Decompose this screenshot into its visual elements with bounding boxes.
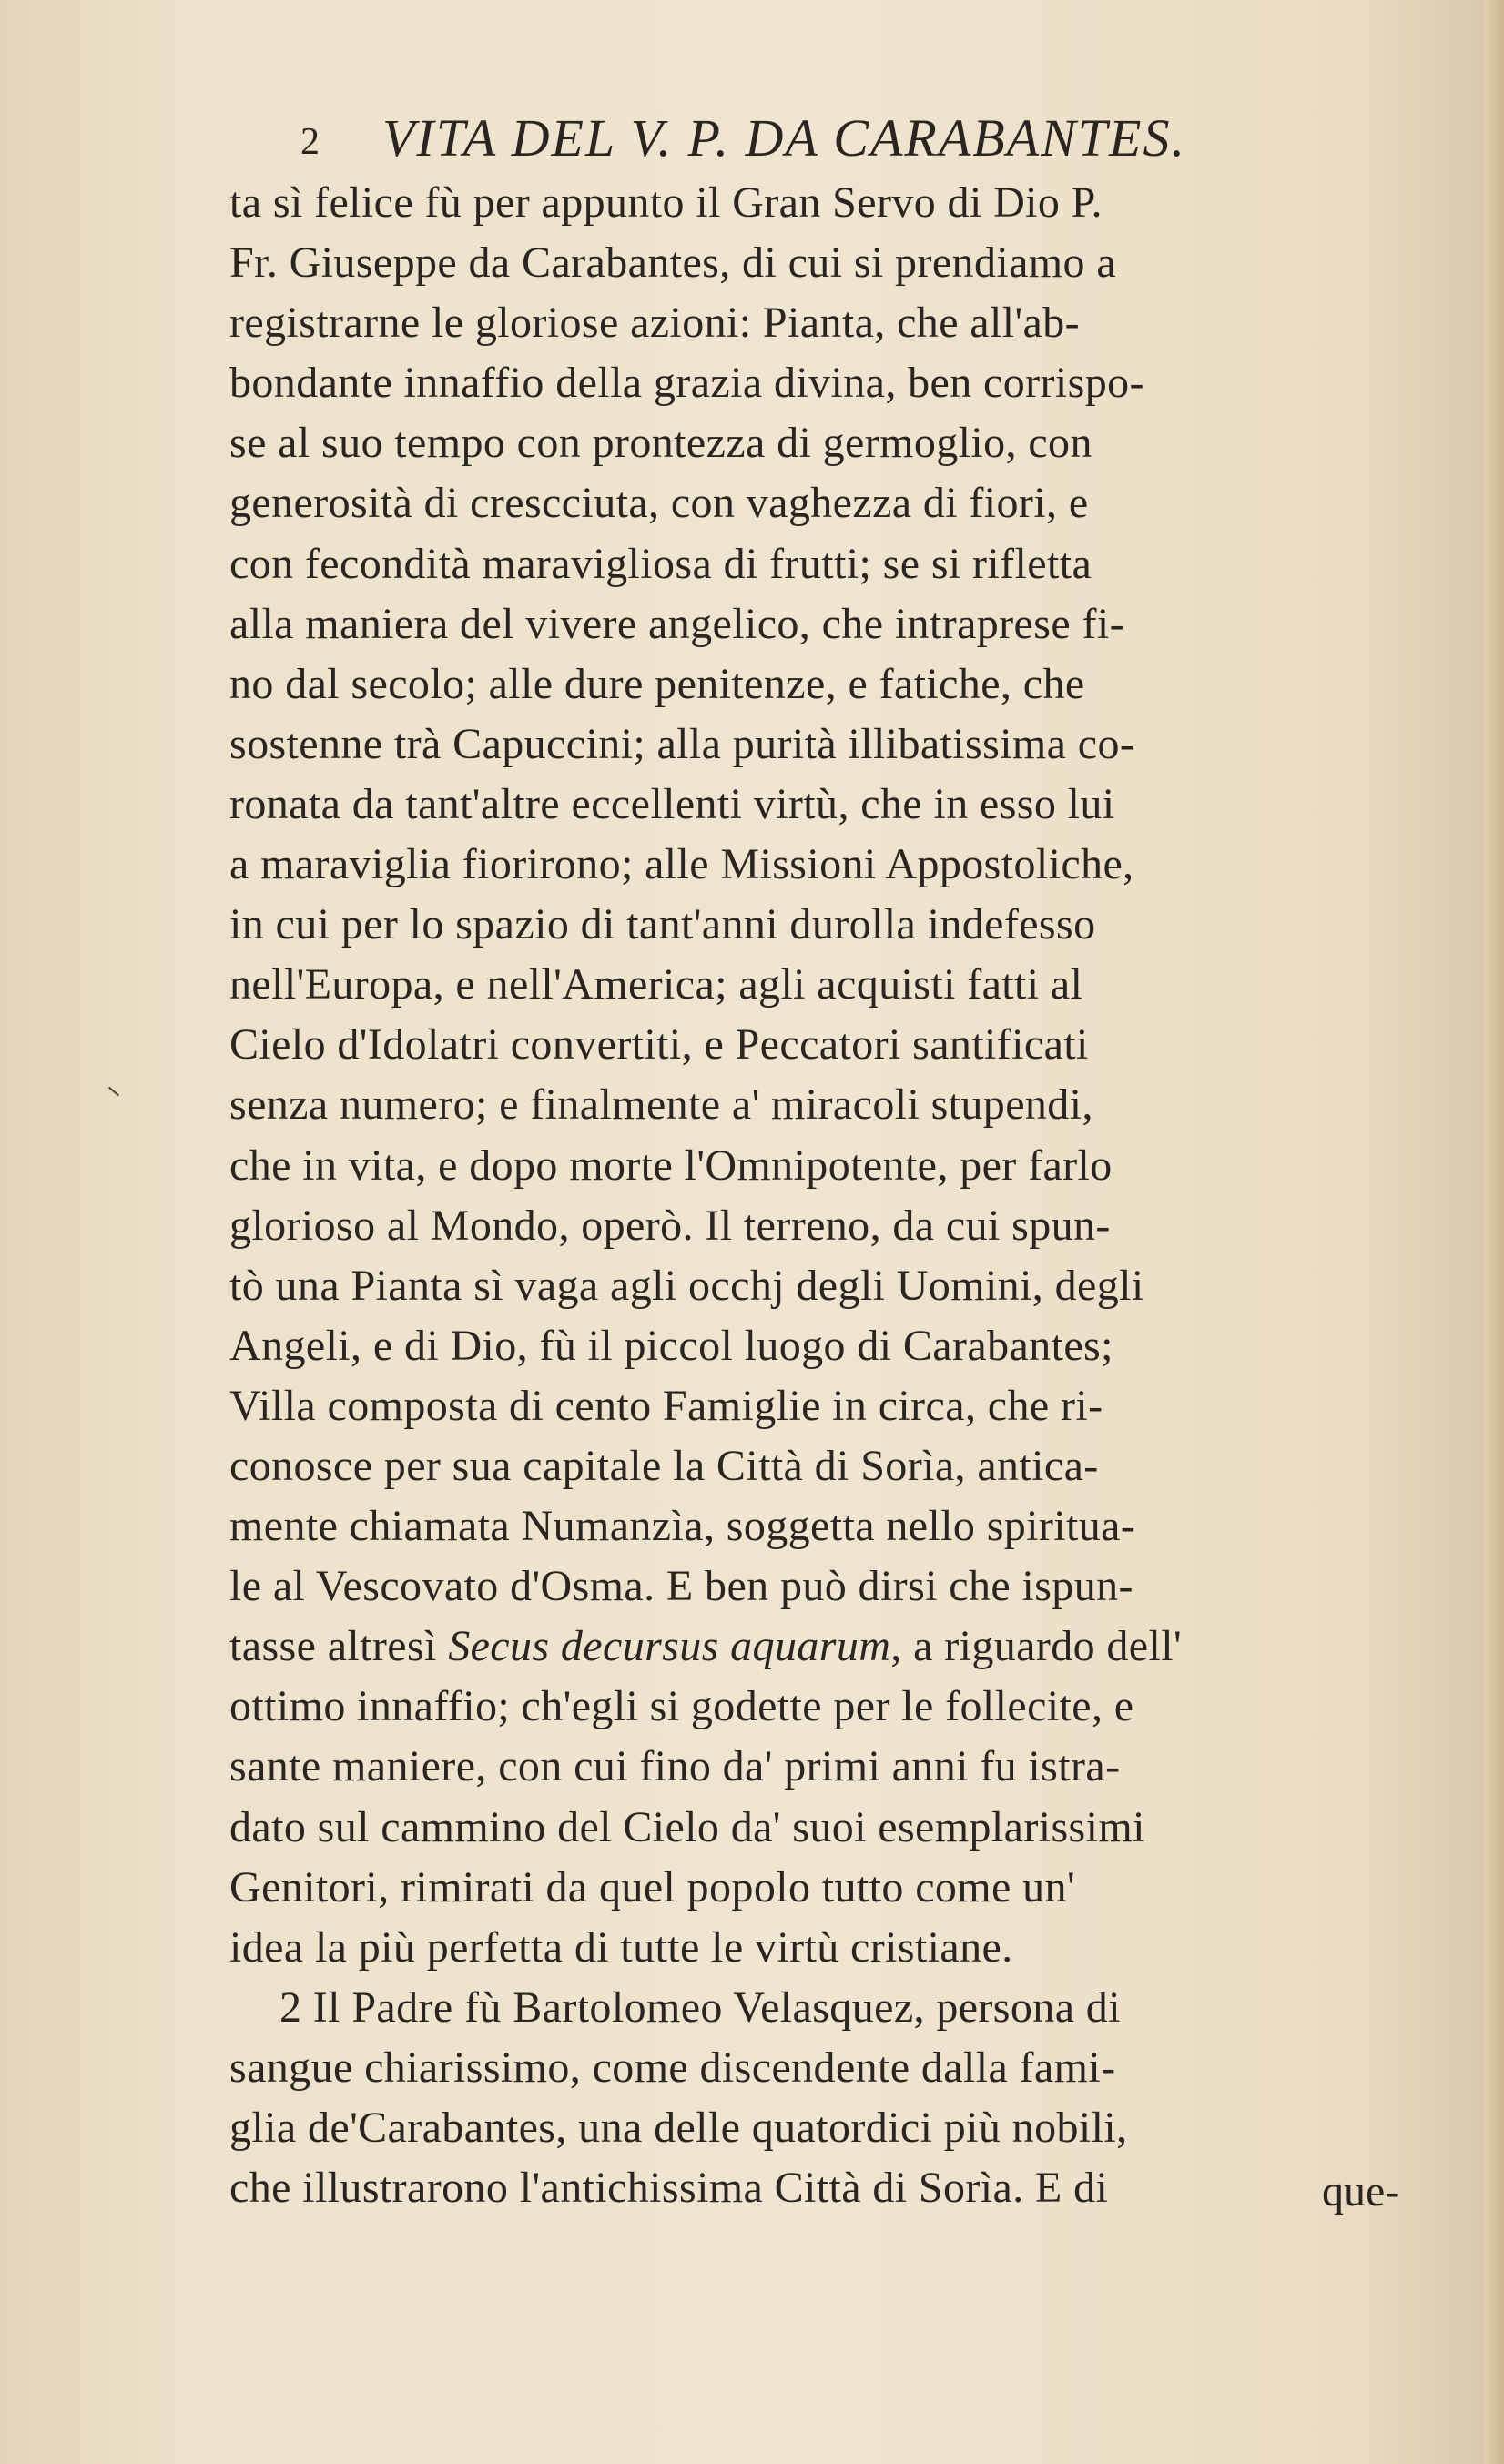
- text-line: alla maniera del vivere angelico, che intraprese fi-: [229, 599, 1124, 648]
- text-line: bondante innaffio della grazia divina, ben corrispo-: [229, 359, 1144, 408]
- text-line: ronata da tant'altre eccellenti virtù, che in esso lui: [229, 779, 1115, 828]
- paragraph-start-line: 2 Il Padre fù Bartolomeo Velasquez, persona di: [279, 1982, 1121, 2032]
- text-line: Cielo d'Idolatri convertiti, e Peccatori santificati: [229, 1020, 1089, 1070]
- text-line: Angeli, e di Dio, fù il piccol luogo di Carabantes;: [229, 1321, 1113, 1370]
- text-line: nell'Europa, e nell'America; agli acquisti fatti al: [229, 960, 1083, 1009]
- text-line: glia de'Carabantes, una delle quatordici più nobili,: [229, 2104, 1128, 2152]
- text-line: sostenne trà Capuccini; alla purità illibatissima co-: [229, 719, 1135, 768]
- text-line: tò una Pianta sì vaga agli occhj degli Uomini, degli: [229, 1261, 1144, 1310]
- text-line: registrarne le gloriose azioni: Pianta, che all'ab-: [229, 299, 1081, 348]
- page-edge: [1484, 0, 1504, 2464]
- text-line: glorioso al Mondo, operò. Il terreno, da cui spun-: [229, 1201, 1111, 1250]
- text-line: no dal secolo; alle dure penitenze, e fatiche, che: [229, 659, 1085, 708]
- text-line: senza numero; e finalmente a' miracoli stupendi,: [229, 1080, 1093, 1130]
- latin-quotation: Secus decursus aquarum: [448, 1622, 891, 1671]
- text-line: in cui per lo spazio di tant'anni durolla indefesso: [229, 900, 1096, 949]
- text-line: mente chiamata Numanzìa, soggetta nello spiritua-: [229, 1502, 1136, 1551]
- text-line: Fr. Giuseppe da Carabantes, di cui si prendiamo a: [229, 238, 1117, 288]
- text-line: ta sì felice fù per appunto il Gran Servo di Dio P.: [229, 178, 1103, 227]
- text-line: Villa composta di cento Famiglie in circa, che ri-: [229, 1381, 1103, 1430]
- text-line: che illustrarono l'antichissima Città di Sorìa. E di: [229, 2164, 1109, 2213]
- text-line: se al suo tempo con prontezza di germoglio, con: [229, 419, 1092, 468]
- text-line: generosità di crescciuta, con vaghezza di fiori, e: [229, 479, 1089, 528]
- page-number: 2: [300, 121, 321, 163]
- text-line: idea la più perfetta di tutte le virtù cristiane.: [229, 1922, 1013, 1972]
- text-line: conosce per sua capitale la Città di Sorìa, antica-: [229, 1441, 1099, 1490]
- text-line: dato sul cammino del Cielo da' suoi esemplarissimi: [229, 1802, 1145, 1851]
- body-text: [229, 173, 1486, 2218]
- running-title: VITA DEL V. P. DA CARABANTES.: [382, 108, 1186, 167]
- text-line: le al Vescovato d'Osma. E ben può dirsi che ispun-: [229, 1562, 1133, 1611]
- margin-mark: [108, 1087, 119, 1097]
- text-line: sante maniere, con cui fino da' primi anni fu istra-: [229, 1742, 1121, 1791]
- text-line: con fecondità maravigliosa di frutti; se si rifletta: [229, 539, 1092, 588]
- text-line: Genitori, rimirati da quel popolo tutto come un': [229, 1862, 1075, 1911]
- text-line: a maraviglia fiorirono; alle Missioni Appostoliche,: [229, 840, 1134, 889]
- text-line: sangue chiarissimo, come discendente dalla fami-: [229, 2043, 1116, 2092]
- catchword: que-: [1322, 2167, 1400, 2216]
- text-line: ottimo innaffio; ch'egli si godette per le follecite, e: [229, 1682, 1134, 1731]
- text-line: tasse altresì Secus decursus aquarum, a riguardo dell': [229, 1622, 1183, 1671]
- text-line: che in vita, e dopo morte l'Omnipotente, per farlo: [229, 1141, 1113, 1190]
- page-header: [300, 107, 1457, 177]
